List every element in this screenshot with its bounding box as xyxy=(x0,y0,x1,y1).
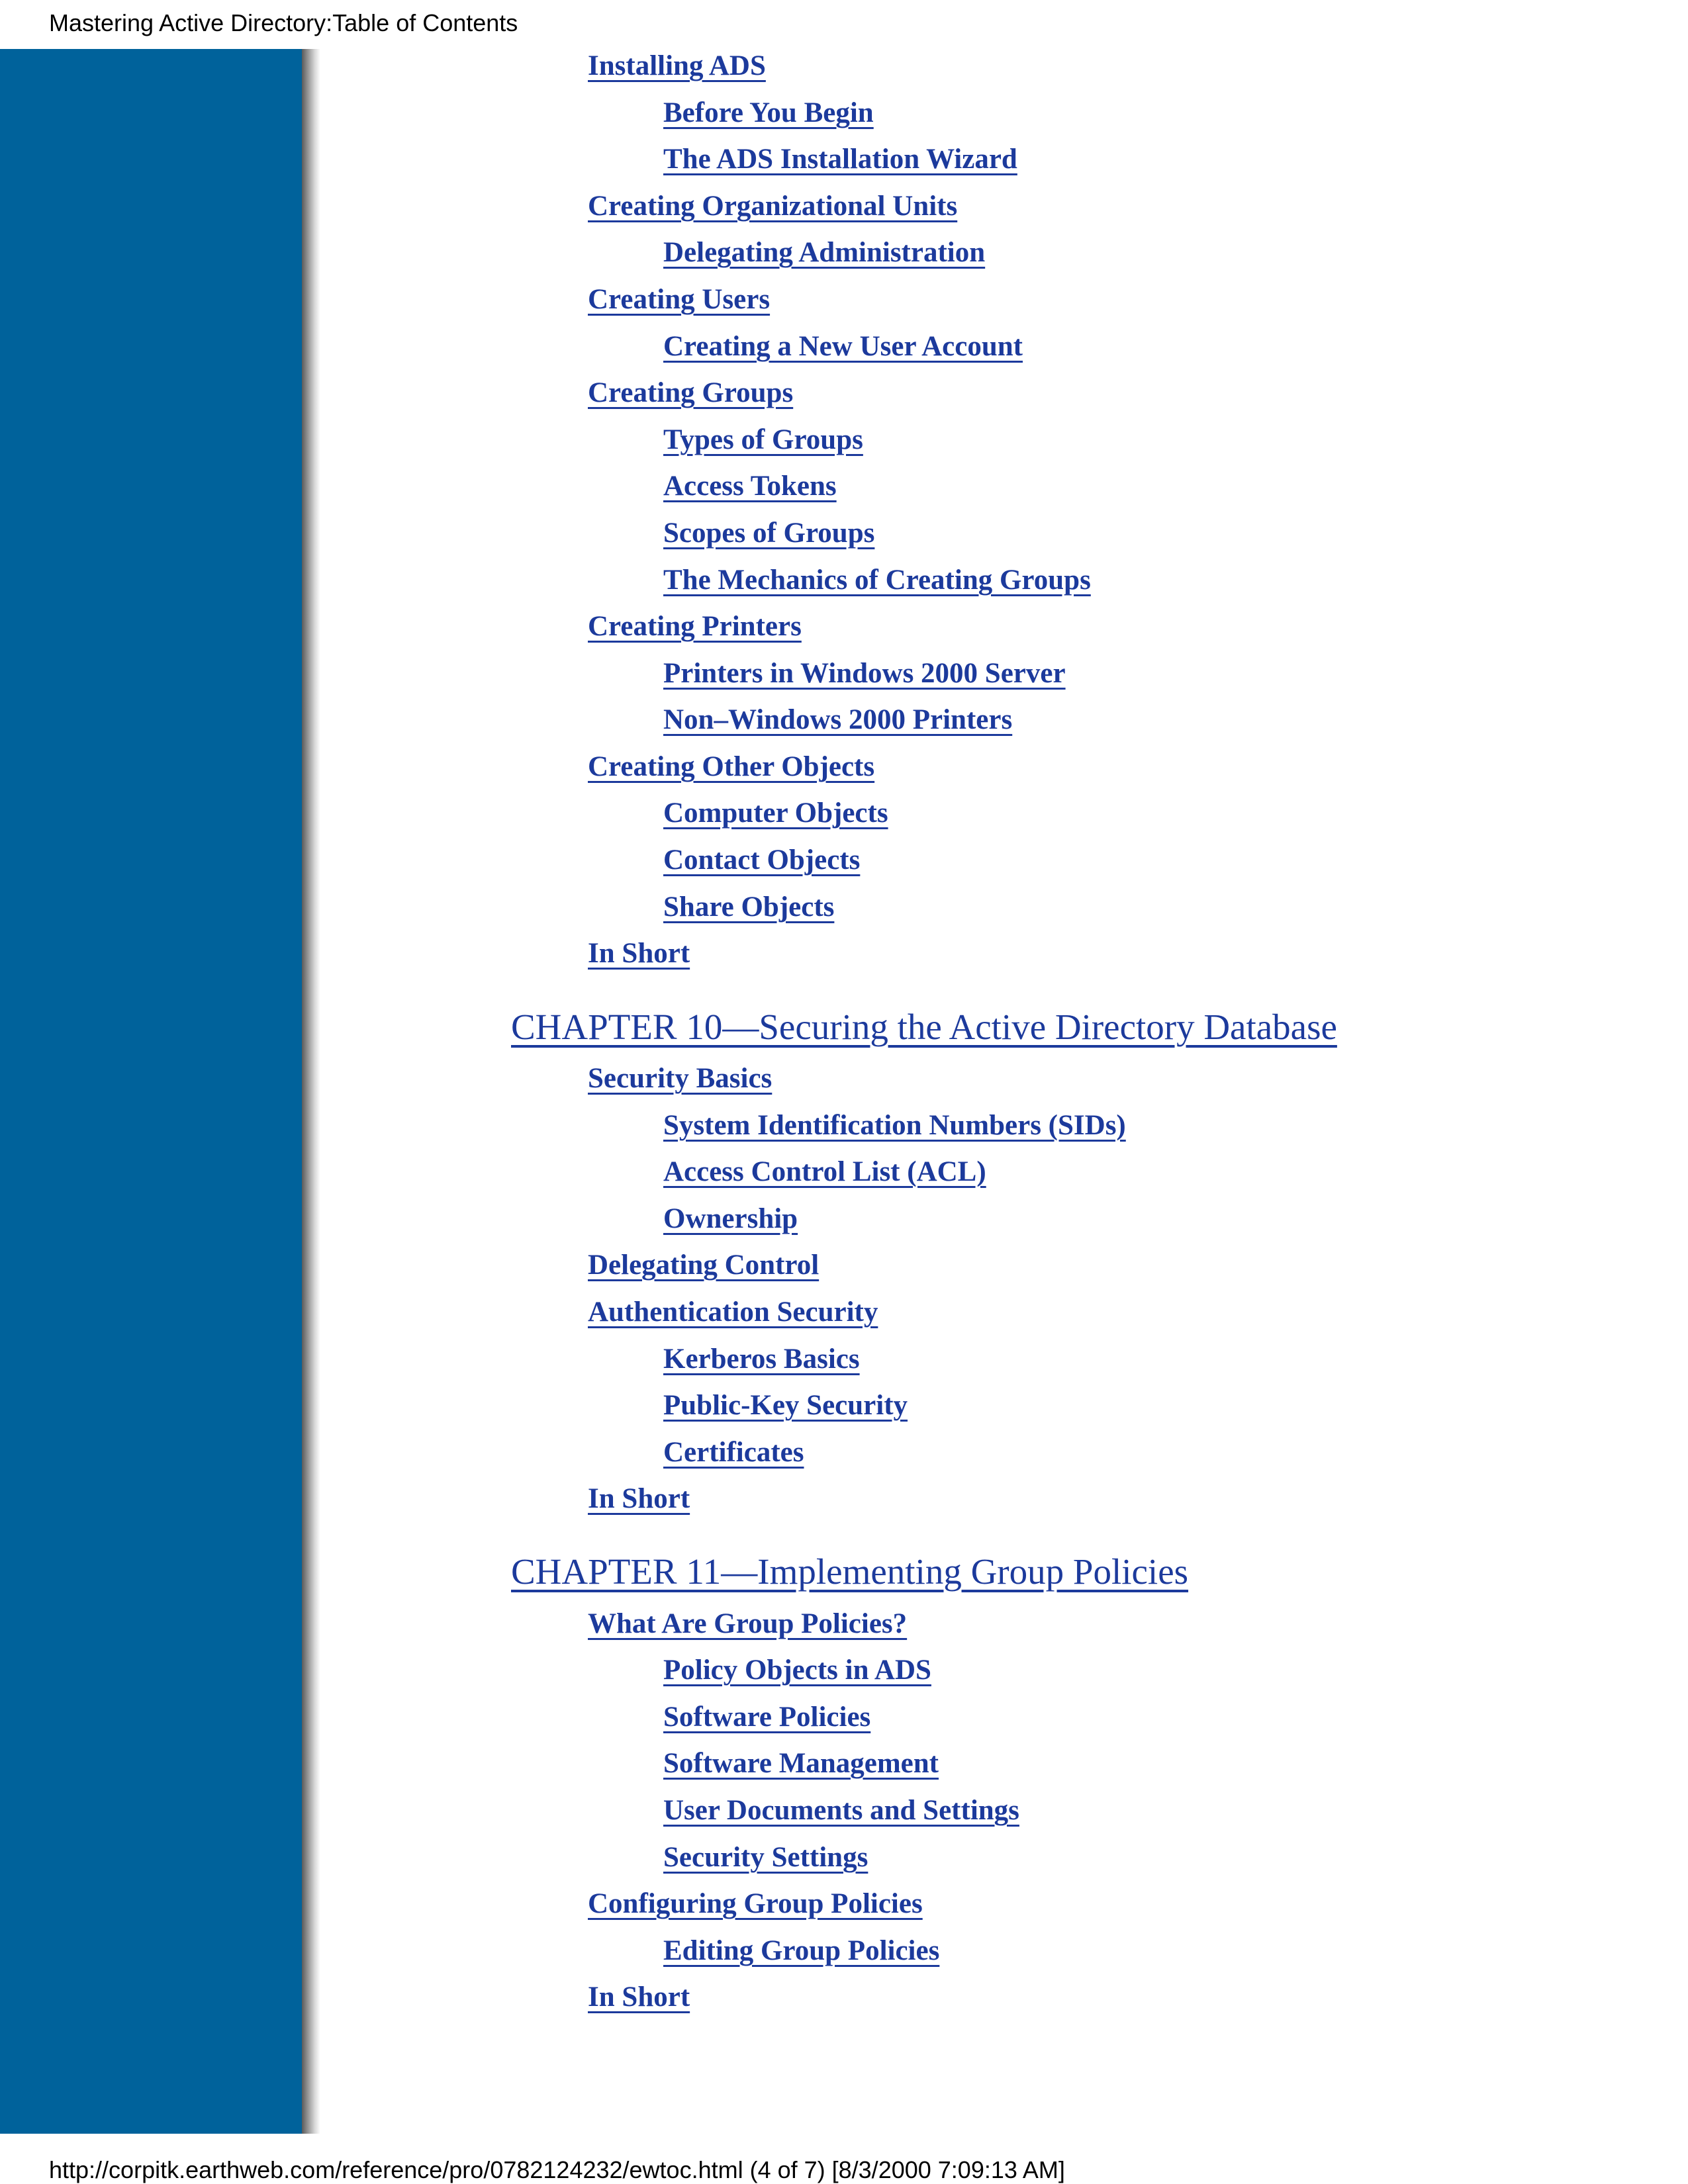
toc-link[interactable]: Creating Groups xyxy=(588,377,794,408)
toc-link[interactable]: Access Tokens xyxy=(663,471,837,502)
toc-link[interactable]: What Are Group Policies? xyxy=(588,1608,908,1639)
toc-link[interactable]: Scopes of Groups xyxy=(663,518,875,549)
toc-link[interactable]: Creating Other Objects xyxy=(588,751,875,782)
toc-link[interactable]: User Documents and Settings xyxy=(663,1795,1019,1826)
toc-link[interactable]: Creating Printers xyxy=(588,611,802,642)
toc-link[interactable]: Non–Windows 2000 Printers xyxy=(663,704,1013,735)
toc-link[interactable]: The ADS Installation Wizard xyxy=(663,144,1017,175)
toc-link[interactable]: Creating a New User Account xyxy=(663,331,1023,362)
page-footer-url: http://corpitk.earthweb.com/reference/pro/0782124232/ewtoc.html (4 of 7) [8/3/2000 7:09:13 AM] xyxy=(49,2156,1065,2183)
toc-link[interactable]: Security Settings xyxy=(663,1842,868,1873)
toc-link[interactable]: In Short xyxy=(588,938,690,969)
toc-link[interactable]: Public-Key Security xyxy=(663,1390,908,1421)
toc-link[interactable]: Software Management xyxy=(663,1748,939,1779)
toc-link[interactable]: Computer Objects xyxy=(663,797,888,829)
toc-link[interactable]: Contact Objects xyxy=(663,844,861,876)
toc-link[interactable]: Authentication Security xyxy=(588,1297,878,1328)
toc-link[interactable]: Before You Begin xyxy=(663,97,874,128)
toc-chapter-link[interactable]: CHAPTER 10—Securing the Active Directory Database xyxy=(511,1007,1337,1047)
toc-link[interactable]: Editing Group Policies xyxy=(663,1935,940,1966)
toc-link[interactable]: Delegating Administration xyxy=(663,237,986,268)
toc-link[interactable]: Types of Groups xyxy=(663,424,863,455)
toc-link[interactable]: Printers in Windows 2000 Server xyxy=(663,658,1066,689)
toc-link[interactable]: Certificates xyxy=(663,1437,804,1468)
toc-link[interactable]: Access Control List (ACL) xyxy=(663,1156,986,1187)
toc-link[interactable]: System Identification Numbers (SIDs) xyxy=(663,1110,1126,1141)
page-header-title: Mastering Active Directory:Table of Contents xyxy=(49,9,518,36)
toc-chapter-link[interactable]: CHAPTER 11—Implementing Group Policies xyxy=(511,1551,1189,1592)
toc-link[interactable]: Delegating Control xyxy=(588,1250,820,1281)
toc-link[interactable]: Share Objects xyxy=(663,891,835,923)
toc-link[interactable]: Creating Users xyxy=(588,284,771,315)
toc-link[interactable]: Creating Organizational Units xyxy=(588,191,958,222)
toc-link[interactable]: In Short xyxy=(588,1483,690,1514)
toc-link[interactable]: Ownership xyxy=(663,1203,798,1234)
toc-link[interactable]: Installing ADS xyxy=(588,50,766,81)
toc-link[interactable]: Policy Objects in ADS xyxy=(663,1655,931,1686)
toc-link[interactable]: Security Basics xyxy=(588,1063,773,1094)
toc-link[interactable]: In Short xyxy=(588,1981,690,2013)
toc-link[interactable]: Configuring Group Policies xyxy=(588,1888,923,1919)
toc-link[interactable]: The Mechanics of Creating Groups xyxy=(663,565,1091,596)
toc-link[interactable]: Software Policies xyxy=(663,1702,871,1733)
toc-link[interactable]: Kerberos Basics xyxy=(663,1343,860,1375)
